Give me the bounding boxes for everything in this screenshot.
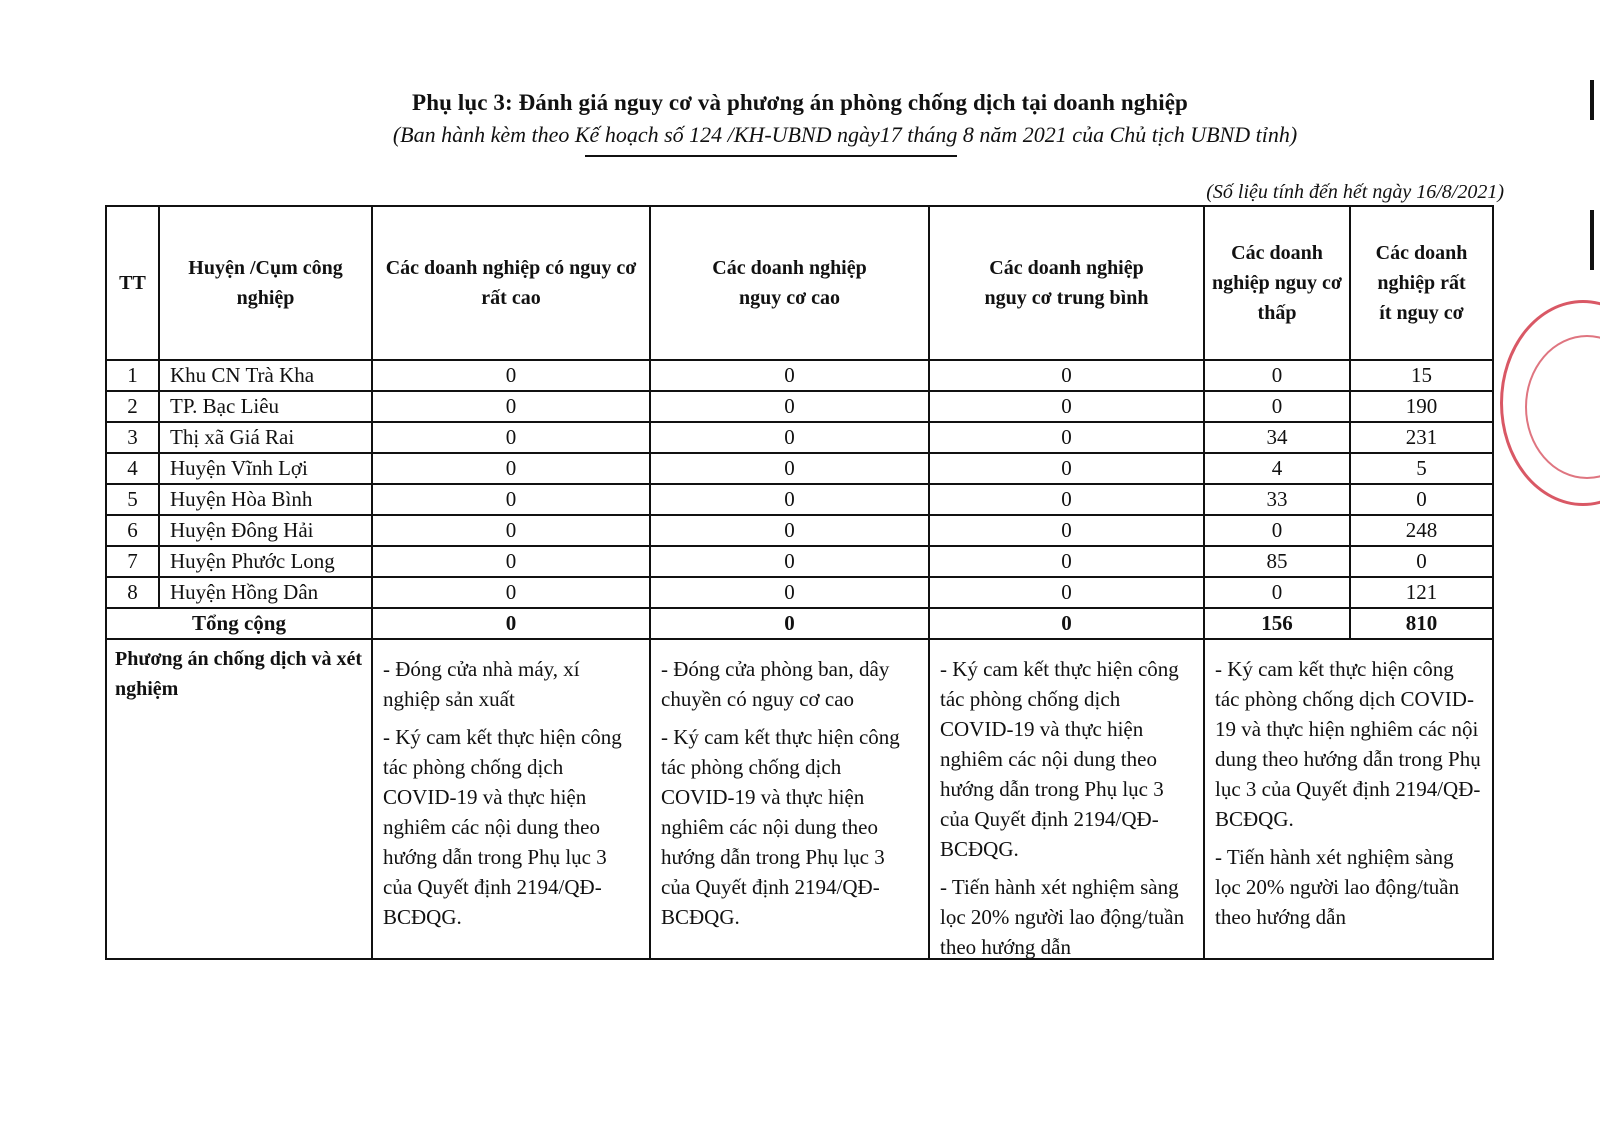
row-district-name: Huyện Đông Hải: [159, 515, 372, 546]
row-medium-risk: 0: [929, 391, 1204, 422]
row-high-risk: 0: [650, 577, 929, 608]
table-header-row: [106, 206, 1493, 360]
row-district-name: Huyện Hòa Bình: [159, 484, 372, 515]
row-number: 6: [106, 515, 159, 546]
subtitle-underline: [585, 155, 957, 157]
row-high-risk: 0: [650, 453, 929, 484]
plan-high-cell: [650, 639, 929, 959]
row-district-name: Huyện Phước Long: [159, 546, 372, 577]
header-tt: TT: [106, 206, 159, 360]
table-row: [106, 422, 1493, 453]
header-medium-risk: Các doanh nghiệp nguy cơ trung bình: [929, 206, 1204, 360]
row-very-high-risk: 0: [372, 484, 650, 515]
row-low-risk: 34: [1204, 422, 1350, 453]
row-high-risk: 0: [650, 391, 929, 422]
total-label: Tổng cộng: [106, 608, 372, 639]
document-subtitle: (Ban hành kèm theo Kế hoạch số 124 /KH-UBND ngày17 tháng 8 năm 2021 của Chủ tịch UBND tỉnh): [392, 122, 1298, 147]
total-very-low: 810: [1350, 608, 1493, 639]
row-very-low-risk: 121: [1350, 577, 1493, 608]
row-very-high-risk: 0: [372, 515, 650, 546]
table-row: [106, 453, 1493, 484]
row-number: 2: [106, 391, 159, 422]
plan-label: Phương án chống dịch và xét nghiệm: [115, 648, 363, 700]
total-row: [106, 608, 1493, 639]
row-medium-risk: 0: [929, 453, 1204, 484]
plan-paragraph: - Tiến hành xét nghiệm sàng lọc 20% người lao động/tuần theo hướng dẫn: [1215, 845, 1460, 929]
row-medium-risk: 0: [929, 360, 1204, 391]
plan-very-high-cell: [372, 639, 650, 959]
row-very-high-risk: 0: [372, 453, 650, 484]
row-high-risk: 0: [650, 546, 929, 577]
row-high-risk: 0: [650, 360, 929, 391]
total-low: 156: [1204, 608, 1350, 639]
row-low-risk: 33: [1204, 484, 1350, 515]
row-high-risk: 0: [650, 515, 929, 546]
row-low-risk: 0: [1204, 515, 1350, 546]
row-district-name: Huyện Vĩnh Lợi: [159, 453, 372, 484]
row-medium-risk: 0: [929, 577, 1204, 608]
plan-paragraph: - Ký cam kết thực hiện công tác phòng chống dịch COVID-19 và thực hiện nghiêm các nội dung theo hướng dẫn trong Phụ lục 3 của Quyết định 2194/QĐ-BCĐQG.: [383, 725, 622, 929]
plan-paragraph: - Tiến hành xét nghiệm sàng lọc 20% người lao động/tuần theo hướng dẫn: [940, 875, 1185, 958]
row-very-high-risk: 0: [372, 422, 650, 453]
header-district: Huyện /Cụm công nghiệp: [159, 206, 372, 360]
plan-paragraph: - Ký cam kết thực hiện công tác phòng chống dịch COVID-19 và thực hiện nghiêm các nội dung theo hướng dẫn trong Phụ lục 3 của Quyết định 2194/QĐ-BCĐQG.: [661, 725, 900, 929]
plan-row: [106, 639, 1493, 959]
header-very-low-risk: Các doanh nghiệp rất ít nguy cơ: [1350, 206, 1493, 360]
scan-edge-mark: [1590, 210, 1594, 270]
row-number: 8: [106, 577, 159, 608]
header-very-high-risk: Các doanh nghiệp có nguy cơ rất cao: [372, 206, 650, 360]
table-row: [106, 360, 1493, 391]
row-medium-risk: 0: [929, 515, 1204, 546]
row-number: 5: [106, 484, 159, 515]
risk-table: [105, 205, 1494, 960]
total-very-high: 0: [372, 608, 650, 639]
row-very-high-risk: 0: [372, 360, 650, 391]
row-low-risk: 85: [1204, 546, 1350, 577]
row-very-low-risk: 5: [1350, 453, 1493, 484]
row-number: 7: [106, 546, 159, 577]
plan-paragraph: - Ký cam kết thực hiện công tác phòng chống dịch COVID-19 và thực hiện nghiêm các nội dung theo hướng dẫn trong Phụ lục 3 của Quyết định 2194/QĐ-BCĐQG.: [940, 657, 1179, 861]
row-high-risk: 0: [650, 422, 929, 453]
total-high: 0: [650, 608, 929, 639]
row-very-low-risk: 248: [1350, 515, 1493, 546]
header-low-risk: Các doanh nghiệp nguy cơ thấp: [1204, 206, 1350, 360]
row-low-risk: 0: [1204, 577, 1350, 608]
row-number: 4: [106, 453, 159, 484]
document-title: Phụ lục 3: Đánh giá nguy cơ và phương án phòng chống dịch tại doanh nghiệp: [412, 90, 1188, 115]
row-medium-risk: 0: [929, 422, 1204, 453]
total-medium: 0: [929, 608, 1204, 639]
plan-label-cell: [106, 639, 372, 959]
table-row: [106, 577, 1493, 608]
row-district-name: Huyện Hồng Dân: [159, 577, 372, 608]
row-number: 3: [106, 422, 159, 453]
row-very-low-risk: 0: [1350, 546, 1493, 577]
row-very-high-risk: 0: [372, 577, 650, 608]
row-high-risk: 0: [650, 484, 929, 515]
row-medium-risk: 0: [929, 546, 1204, 577]
row-very-high-risk: 0: [372, 546, 650, 577]
plan-paragraph: - Đóng cửa nhà máy, xí nghiệp sản xuất: [383, 657, 580, 711]
row-district-name: TP. Bạc Liêu: [159, 391, 372, 422]
row-medium-risk: 0: [929, 484, 1204, 515]
row-very-low-risk: 190: [1350, 391, 1493, 422]
table-row: [106, 515, 1493, 546]
row-district-name: Khu CN Trà Kha: [159, 360, 372, 391]
scan-edge-mark: [1590, 80, 1594, 120]
row-low-risk: 0: [1204, 391, 1350, 422]
row-district-name: Thị xã Giá Rai: [159, 422, 372, 453]
plan-paragraph: - Ký cam kết thực hiện công tác phòng chống dịch COVID-19 và thực hiện nghiêm các nội dung theo hướng dẫn trong Phụ lục 3 của Quyết định 2194/QĐ-BCĐQG.: [1215, 657, 1481, 831]
table-row: [106, 391, 1493, 422]
row-number: 1: [106, 360, 159, 391]
row-very-high-risk: 0: [372, 391, 650, 422]
table-row: [106, 484, 1493, 515]
table-row: [106, 546, 1493, 577]
data-date-note: (Số liệu tính đến hết ngày 16/8/2021): [1206, 181, 1504, 203]
header-high-risk: Các doanh nghiệp nguy cơ cao: [650, 206, 929, 360]
row-very-low-risk: 0: [1350, 484, 1493, 515]
row-very-low-risk: 231: [1350, 422, 1493, 453]
row-very-low-risk: 15: [1350, 360, 1493, 391]
plan-low-cell: [1204, 639, 1493, 959]
plan-paragraph: - Đóng cửa phòng ban, dây chuyền có nguy cơ cao: [661, 657, 890, 711]
row-low-risk: 0: [1204, 360, 1350, 391]
plan-medium-cell: [929, 639, 1204, 959]
row-low-risk: 4: [1204, 453, 1350, 484]
